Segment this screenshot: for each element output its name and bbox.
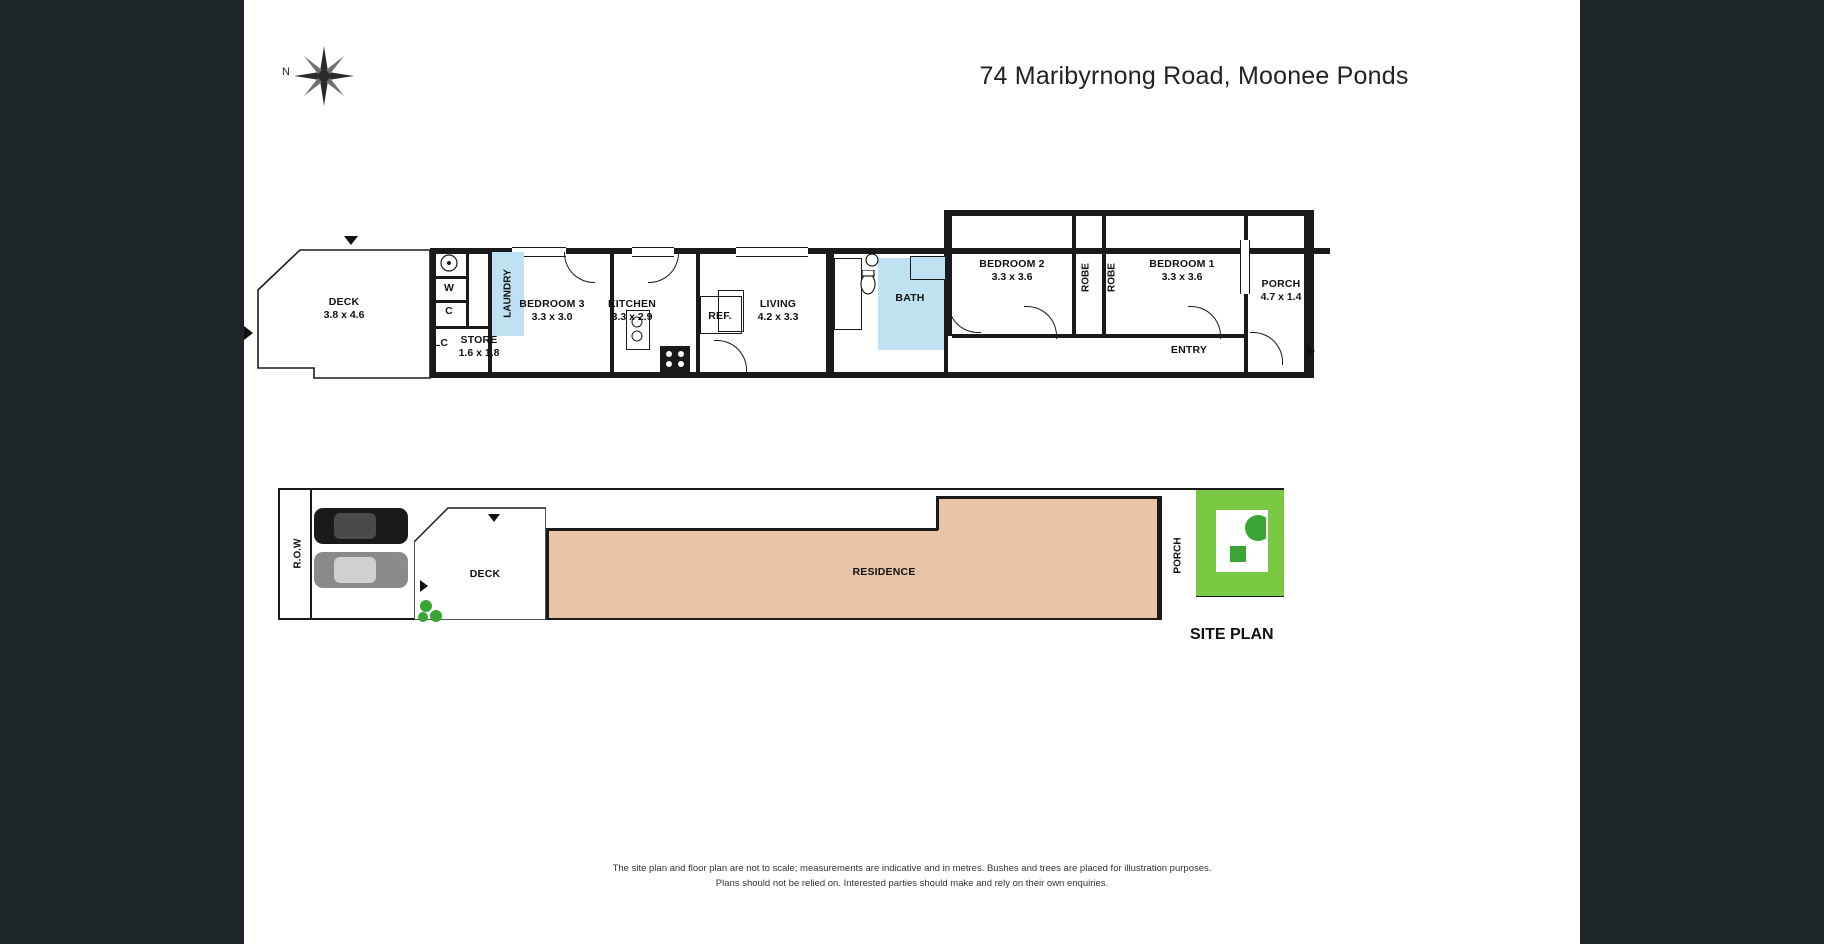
room-label-bedroom-1: BEDROOM 1 3.3 x 3.6 <box>1149 258 1215 284</box>
site-residence-outline-top-b <box>936 496 1160 499</box>
page-title: 74 Maribyrnong Road, Moonee Ponds <box>979 62 1409 90</box>
shrub-2 <box>430 610 442 622</box>
shrub-1 <box>420 600 432 612</box>
room-label-laundry: LAUNDRY <box>502 269 514 318</box>
disclaimer <box>244 862 1580 891</box>
shrub-3 <box>418 612 428 622</box>
room-label-kitchen: KITCHEN 3.3 x 2.9 <box>607 298 657 324</box>
site-plan <box>244 0 1580 944</box>
disclaimer-line-1: The site plan and floor plan are not to scale; measurements are indicative and in metres. Bushes and trees are placed for illustration purposes. <box>612 863 1212 874</box>
label-robe-left: ROBE <box>1080 263 1092 292</box>
car-bottom <box>314 552 408 588</box>
room-label-bedroom-3: BEDROOM 3 3.3 x 3.0 <box>519 298 585 324</box>
room-label-porch: PORCH 4.7 x 1.4 <box>1260 278 1302 304</box>
site-label-residence: RESIDENCE <box>852 566 916 578</box>
row-divider <box>310 488 312 620</box>
compass-north-label: N <box>282 66 290 78</box>
label-washer: W <box>443 282 455 294</box>
site-label-deck: DECK <box>469 568 501 580</box>
room-label-bedroom-2: BEDROOM 2 3.3 x 3.6 <box>979 258 1045 284</box>
label-linen-cupboard: LC <box>433 337 449 349</box>
site-plan-caption: SITE PLAN <box>1190 626 1274 643</box>
room-label-deck: DECK 3.8 x 4.6 <box>323 296 365 322</box>
car-top <box>314 508 408 544</box>
site-label-porch: PORCH <box>1172 537 1184 574</box>
label-cupboard: C <box>445 305 453 317</box>
room-label-bath: BATH <box>895 292 925 304</box>
plan-sheet <box>244 0 1580 944</box>
site-front-walk <box>1196 596 1284 621</box>
site-arrow-left <box>420 580 428 592</box>
label-robe-right: ROBE <box>1106 263 1118 292</box>
label-fridge: REF. <box>708 310 732 322</box>
site-residence-fill-front <box>936 498 1158 618</box>
disclaimer-line-2: Plans should not be relied on. Interested parties should make and rely on their own enquiries. <box>715 877 1109 889</box>
room-label-living: LIVING 4.2 x 3.3 <box>757 298 799 324</box>
site-arrow-top <box>488 514 500 522</box>
site-boundary-left <box>278 488 280 620</box>
site-residence-outline-left <box>546 528 549 620</box>
site-deck-shape <box>414 488 546 620</box>
tree-icon <box>1220 514 1266 568</box>
room-label-store: STORE 1.6 x 1.8 <box>458 334 500 360</box>
site-residence-outline-top-a <box>546 528 938 531</box>
site-residence-outline-step <box>936 496 939 530</box>
site-label-row: R.O.W <box>292 538 304 569</box>
room-label-entry: ENTRY <box>1170 344 1208 356</box>
